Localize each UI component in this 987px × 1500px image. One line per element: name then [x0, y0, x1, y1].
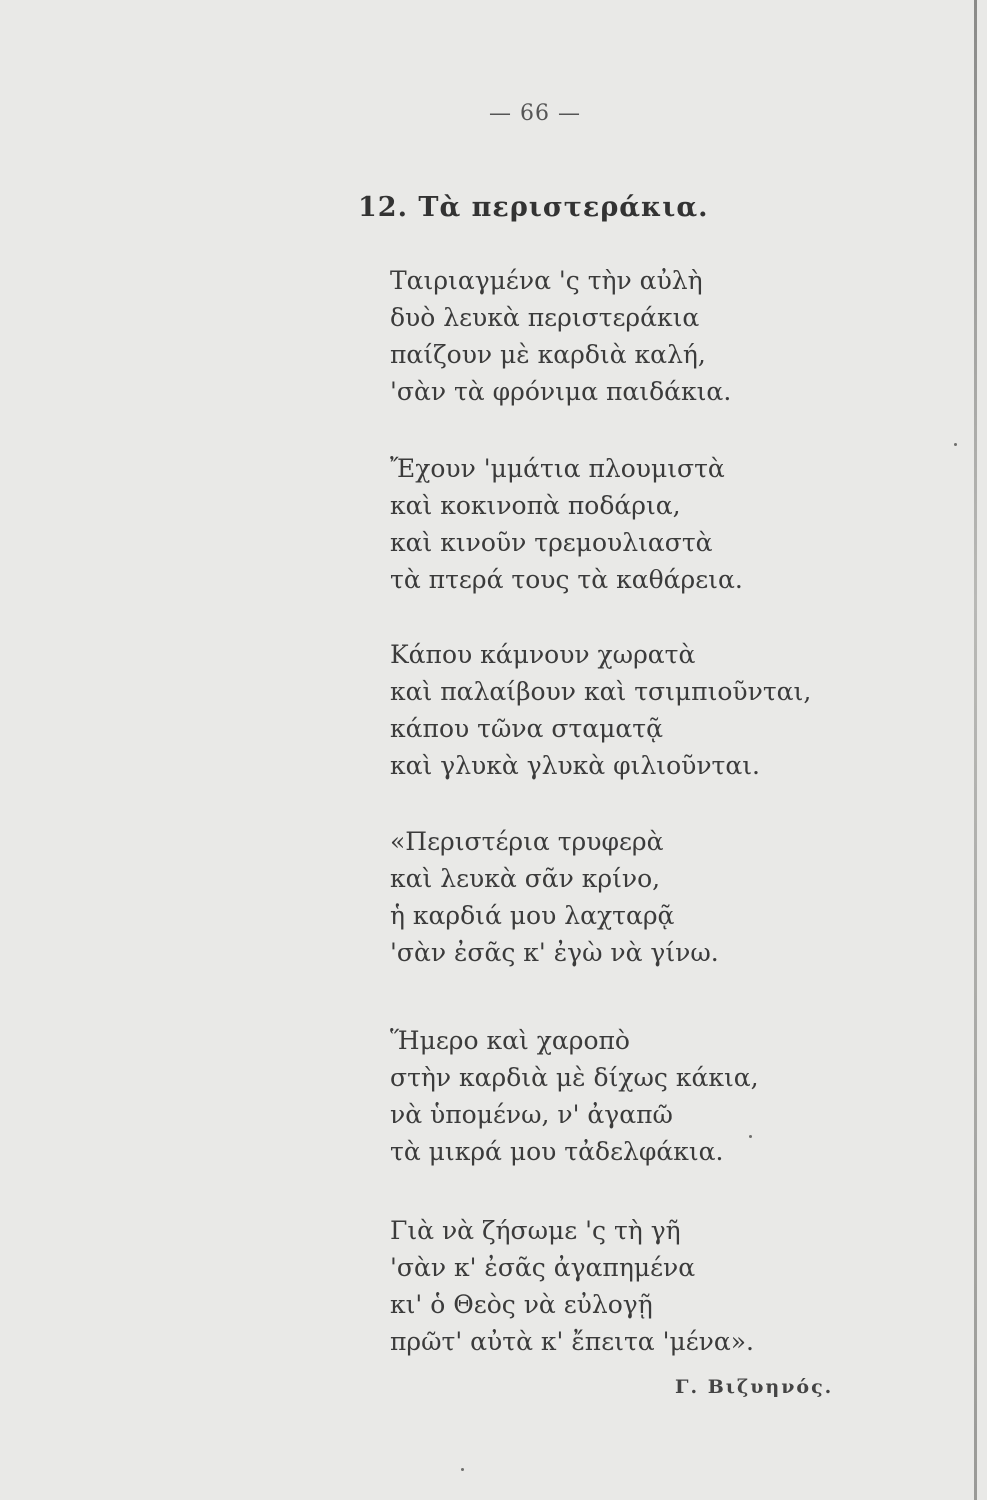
stanza-6 [390, 1212, 810, 1360]
verse-line: Γιὰ νὰ ζήσωμε 'ς τὴ γῆ [390, 1216, 681, 1245]
verse-line: Ἔχουν 'μμάτια πλουμιστὰ [390, 454, 725, 483]
verse-line: τὰ πτερά τους τὰ καθάρεια. [390, 565, 743, 594]
verse-line: δυὸ λευκὰ περιστεράκια [390, 303, 700, 332]
verse-line: καὶ γλυκὰ γλυκὰ φιλιοῦνται. [390, 751, 760, 780]
paper-speck [954, 443, 957, 446]
verse-line: καὶ παλαίβουν καὶ τσιμπιοῦνται, [390, 677, 812, 706]
verse-line: καὶ λευκὰ σᾶν κρίνο, [390, 864, 661, 893]
verse-line: 'σὰν τὰ φρόνιμα παιδάκια. [390, 377, 732, 406]
paper-speck [749, 1135, 752, 1138]
verse-line: Ἥμερο καὶ χαροπὸ [390, 1026, 630, 1055]
stanza-3 [390, 636, 810, 784]
stanza-4 [390, 823, 810, 971]
paper-speck [461, 1468, 464, 1471]
verse-line: Ταιριαγμένα 'ς τὴν αὐλὴ [390, 266, 703, 295]
verse-line: «Περιστέρια τρυφερὰ [390, 827, 664, 856]
verse-line: πρῶτ' αὐτὰ κ' ἔπειτα 'μένα». [390, 1327, 755, 1356]
verse-line: νὰ ὑπομένω, ν' ἀγαπῶ [390, 1100, 673, 1129]
stanza-2 [390, 450, 810, 598]
stanza-5 [390, 1022, 810, 1170]
verse-line: ἡ καρδιά μου λαχταρᾷ [390, 901, 675, 930]
verse-line: 'σὰν κ' ἐσᾶς ἀγαπημένα [390, 1253, 696, 1282]
page-number: — 66 — [489, 101, 581, 126]
verse-line: στὴν καρδιὰ μὲ δίχως κάκια, [390, 1063, 759, 1092]
verse-line: καὶ κοκινοπὰ ποδάρια, [390, 491, 681, 520]
author-signature: Γ. Βιζυηνός. [675, 1376, 834, 1398]
verse-line: Κάπου κάμνουν χωρατὰ [390, 640, 696, 669]
verse-line: παίζουν μὲ καρδιὰ καλή, [390, 340, 706, 369]
page-edge [974, 0, 977, 1500]
stanza-1 [390, 262, 810, 410]
verse-line: κι' ὁ Θεὸς νὰ εὐλογῇ [390, 1290, 653, 1319]
verse-line: καὶ κινοῦν τρεμουλιαστὰ [390, 528, 713, 557]
poem-title: 12. Τὰ περιστεράκια. [358, 192, 709, 223]
verse-line: τὰ μικρά μου τἀδελφάκια. [390, 1137, 724, 1166]
verse-line: 'σὰν ἐσᾶς κ' ἐγὼ νὰ γίνω. [390, 938, 719, 967]
verse-line: κάπου τῶνα σταματᾷ [390, 714, 663, 743]
